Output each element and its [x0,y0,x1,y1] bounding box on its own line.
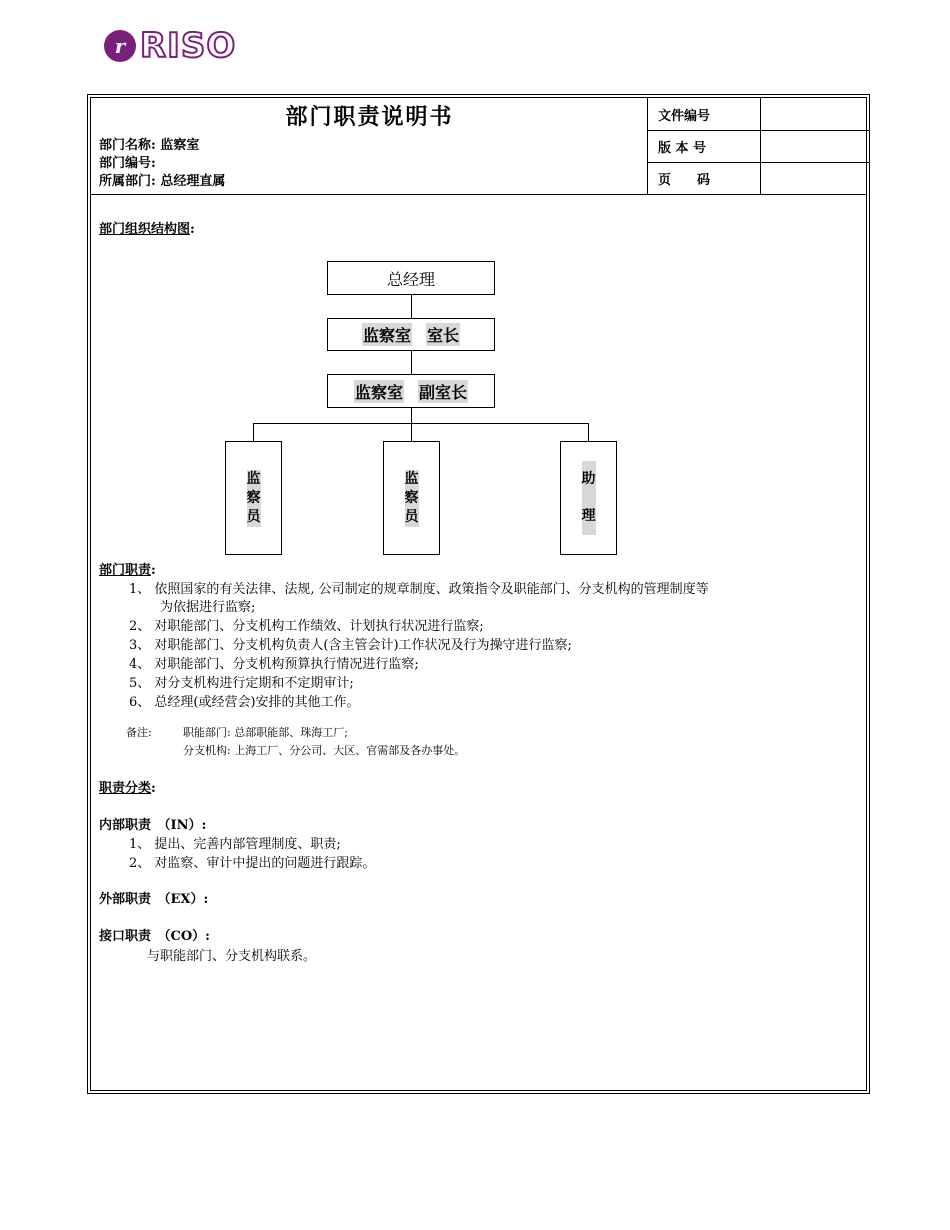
duties-heading [99,559,156,578]
org-inspector-1-label [247,470,261,527]
classification-heading [99,777,156,796]
org-horizontal-connector [253,423,589,424]
org-connector [411,351,412,374]
duty-item-continued: 为依据进行监察; [160,600,256,615]
char: 察 [246,489,261,506]
duties-heading-text: 部门职责 [99,563,152,578]
doc-row-page [648,162,870,195]
note-label: 备注: [126,726,152,739]
interface-duties-title: 接口职责 （CO）: [99,929,210,944]
org-connector [411,408,412,441]
dept-code: 部门编号: [99,156,156,171]
doc-row-version [648,130,870,163]
org-box-inspector-2 [383,441,440,555]
document-frame [87,94,870,1094]
doc-value [760,162,870,195]
org-chief-title: 室长 [426,323,460,346]
classification-heading-colon: : [151,781,156,796]
duties-heading-colon: : [151,563,156,578]
org-deputy-dept: 监察室 [354,380,404,403]
org-heading-text: 部门组织结构图 [99,222,191,237]
internal-duty-item: 1、 提出、完善内部管理制度、职责; [129,837,341,852]
org-connector [253,423,254,441]
org-heading-colon: : [190,222,195,237]
duty-item: 3、 对职能部门、分支机构负责人(含主管会计)工作状况及行为操守进行监察; [129,638,572,653]
riso-logo [104,28,236,64]
logo-text: RISO [140,26,237,66]
classification-heading-text: 职责分类 [99,781,152,796]
org-deputy-title: 副室长 [418,380,468,403]
org-box-assistant [560,441,617,555]
interface-duty-text: 与职能部门、分支机构联系。 [147,949,317,964]
org-gm-label: 总经理 [386,269,435,289]
note-line: 职能部门: 总部职能部、珠海工厂; [183,726,348,739]
char: 理 [582,498,596,535]
internal-duty-item: 2、 对监察、审计中提出的问题进行跟踪。 [129,856,376,871]
document-title: 部门职责说明书 [285,104,454,130]
doc-value [760,98,870,130]
dept-name: 部门名称: 监察室 [99,138,200,153]
duty-item: 6、 总经理(或经营会)安排的其他工作。 [129,695,360,710]
org-box-inspector-1 [225,441,282,555]
char: 助 [582,461,596,498]
duty-item: 1、 依照国家的有关法律、法规, 公司制定的规章制度、政策指令及职能部门、分支机构的管理制度等 [129,582,709,597]
logo-mark: r [104,30,136,62]
char: 员 [246,508,261,525]
doc-label: 文件编号 [658,109,711,124]
document-inner-frame [90,97,867,1091]
duty-item: 5、 对分支机构进行定期和不定期审计; [129,676,354,691]
org-box-general-manager [327,261,495,295]
doc-info-table [647,98,870,195]
header-divider [91,194,866,195]
external-duties-title: 外部职责 （EX）: [99,892,209,907]
org-inspector-2-label [405,470,419,527]
char: 监 [246,470,261,487]
char: 员 [404,508,419,525]
org-box-deputy [327,374,495,408]
duty-item: 2、 对职能部门、分支机构工作绩效、计划执行状况进行监察; [129,619,484,634]
doc-label: 版 本 号 [658,141,707,156]
doc-label: 页 码 [658,173,711,188]
note-line: 分支机构: 上海工厂、分公司、大区、官需部及各办事处。 [183,744,466,757]
char: 监 [404,470,419,487]
org-assistant-label [582,461,596,535]
doc-row-file-number [648,98,870,131]
internal-duties-title: 内部职责 （IN）: [99,818,207,833]
char: 察 [404,489,419,506]
org-chief-dept: 监察室 [362,323,412,346]
org-connector [411,295,412,318]
doc-value [760,130,870,162]
org-box-chief [327,318,495,351]
duty-item: 4、 对职能部门、分支机构预算执行情况进行监察; [129,657,419,672]
org-heading [99,218,195,237]
parent-dept: 所属部门: 总经理直属 [99,174,226,189]
org-connector [588,423,589,441]
